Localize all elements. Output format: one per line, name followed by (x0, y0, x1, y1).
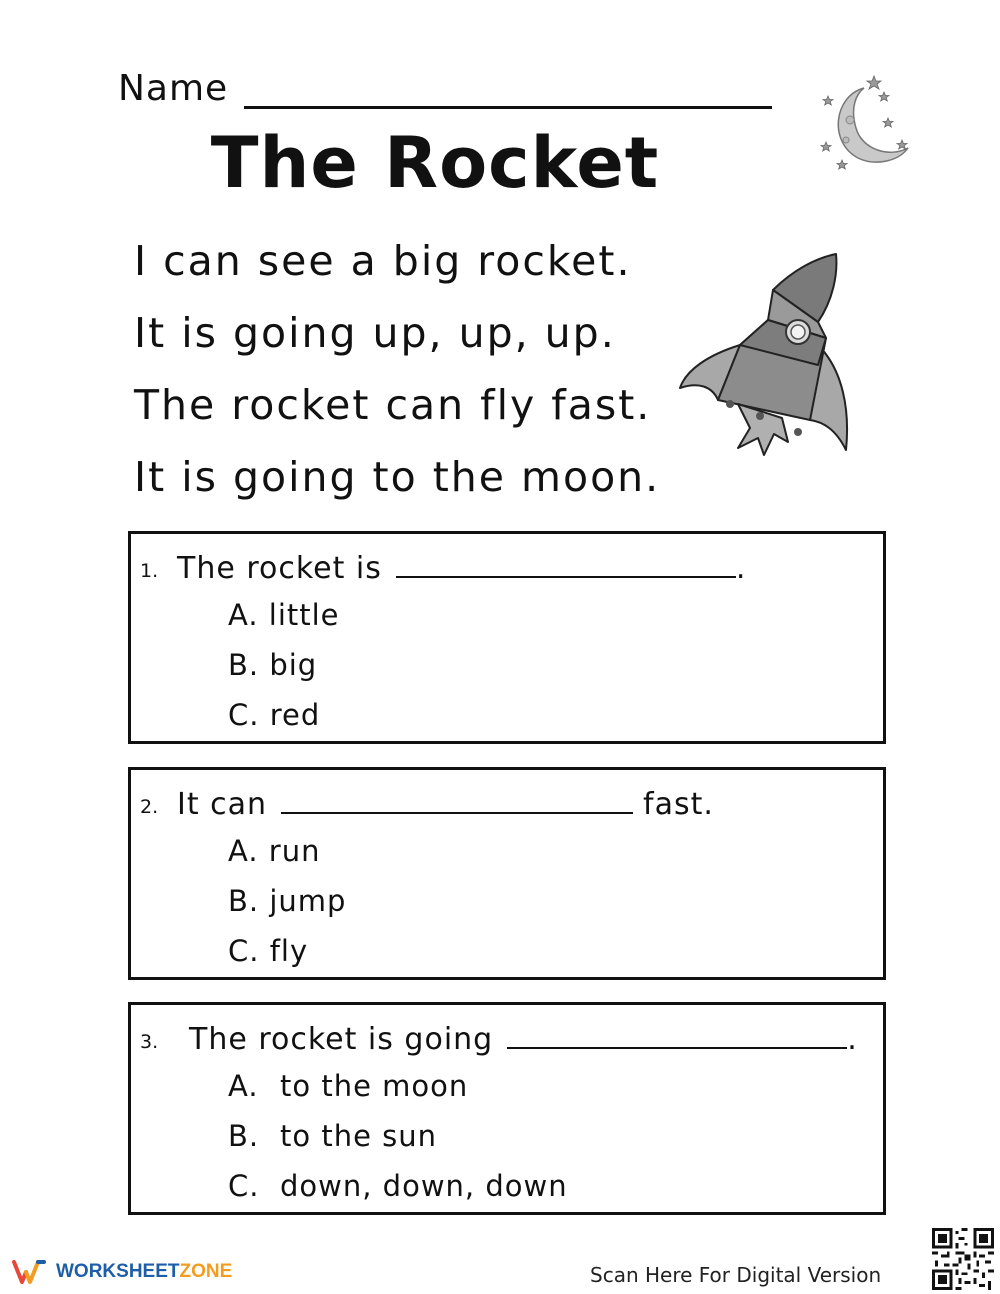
question-text: The rocket is (177, 551, 382, 586)
option-b[interactable] (228, 884, 346, 918)
option-b[interactable] (228, 1119, 437, 1153)
question-box-3 (128, 1002, 886, 1215)
option-text: red (269, 698, 321, 732)
question-number: 2. (140, 796, 159, 818)
option-letter: B. (228, 884, 260, 918)
question-text: It can (177, 787, 268, 822)
rocket-icon (678, 250, 858, 475)
story-line: It is going up, up, up. (134, 309, 616, 357)
logo-text-accent: ZONE (179, 1261, 233, 1282)
option-letter: C. (228, 934, 260, 968)
worksheetzone-logo[interactable] (12, 1258, 232, 1286)
option-c[interactable] (228, 698, 320, 732)
story-line: I can see a big rocket. (134, 237, 632, 285)
option-letter: A. (228, 1069, 259, 1103)
answer-blank[interactable] (507, 1021, 847, 1049)
name-label: Name (118, 68, 229, 109)
name-blank-line (244, 66, 772, 109)
question-prompt (177, 550, 746, 586)
question-text-end: . (735, 551, 747, 586)
answer-blank[interactable] (396, 550, 736, 578)
question-box-1 (128, 531, 886, 744)
option-text: down, down, down (280, 1169, 568, 1203)
option-letter: C. (228, 698, 260, 732)
question-number: 3. (140, 1031, 159, 1053)
qr-code-icon[interactable] (932, 1228, 994, 1290)
story-line: The rocket can fly fast. (134, 381, 652, 429)
question-number: 1. (140, 560, 159, 582)
option-c[interactable] (228, 934, 308, 968)
story-line: It is going to the moon. (134, 453, 661, 501)
option-text: little (268, 598, 340, 632)
logo-text-primary: WORKSHEET (56, 1261, 180, 1282)
option-text: to the moon (280, 1069, 469, 1103)
option-letter: C. (228, 1169, 260, 1203)
option-text: to the sun (280, 1119, 438, 1153)
option-letter: B. (228, 648, 260, 682)
logo-text (56, 1261, 232, 1283)
question-text-end: . (847, 1022, 858, 1057)
question-text: The rocket is going (189, 1022, 494, 1057)
option-a[interactable] (228, 834, 320, 868)
option-letter: A. (228, 834, 259, 868)
option-b[interactable] (228, 648, 317, 682)
option-letter: A. (228, 598, 259, 632)
question-prompt (189, 1021, 858, 1057)
option-text: jump (269, 884, 347, 918)
option-text: fly (269, 934, 309, 968)
story-text (134, 232, 660, 520)
option-a[interactable] (228, 598, 340, 632)
option-a[interactable] (228, 1069, 468, 1103)
page-title: The Rocket (210, 122, 660, 204)
question-box-2 (128, 767, 886, 980)
option-letter: B. (228, 1119, 260, 1153)
question-prompt (177, 786, 714, 822)
option-c[interactable] (228, 1169, 568, 1203)
answer-blank[interactable] (281, 786, 633, 814)
worksheetzone-logo-icon (12, 1258, 48, 1286)
name-row (118, 66, 772, 109)
option-text: big (269, 648, 318, 682)
moon-stars-icon (812, 70, 922, 180)
scan-caption: Scan Here For Digital Version (590, 1263, 882, 1287)
question-text-end: fast. (643, 787, 714, 822)
option-text: run (268, 834, 321, 868)
